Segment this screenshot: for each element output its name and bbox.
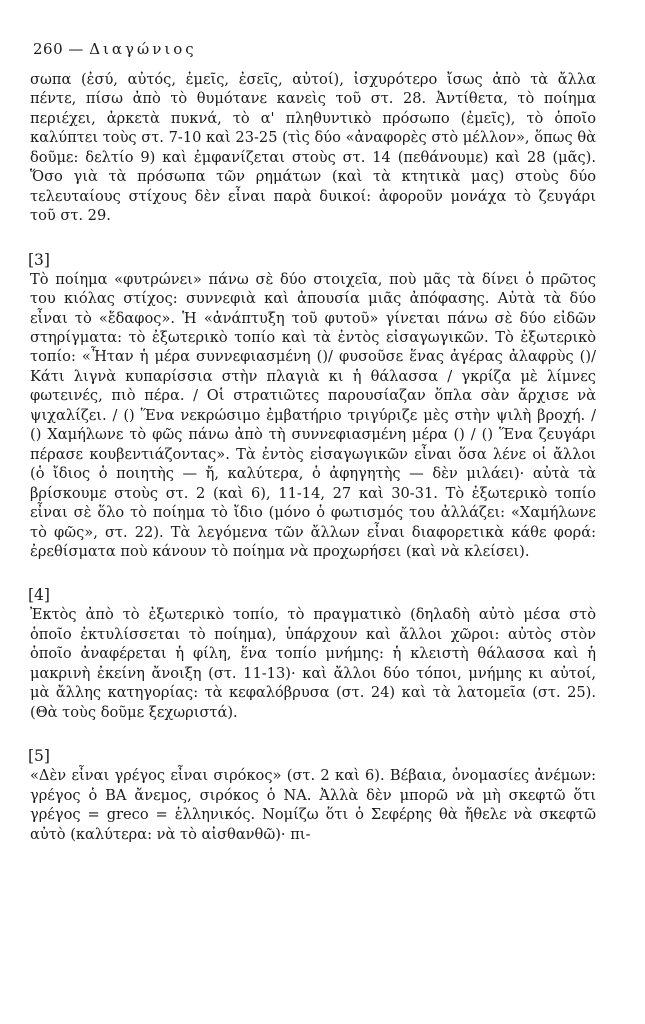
section-number: [5] <box>28 747 50 766</box>
section-text: «Δὲν εἶναι γρέγος εἶναι σιρόκος» (στ. 2 καὶ 6). Βέβαια, ὀνομασίες ἀνέμων: γρέγος ὁ ΒΑ ἄνεμος, σιρόκος ὁ ΝΑ. Ἀλλὰ δὲν μπορῶ νὰ μὴ σκεφτῶ ὅτι γρέγος = greco = ἑλληνικός. Νομίζω ὅτι ὁ Σεφέρης θὰ ἤθελε νὰ σκεφτῶ αὐτὸ (καλύτερα: νὰ τὸ αἰσθανθῶ)· πι- <box>30 767 596 843</box>
section-number: [4] <box>28 586 50 605</box>
header-separator: — <box>68 40 84 58</box>
section-5 <box>30 746 596 844</box>
running-title: Διαγώνιος <box>89 40 197 58</box>
section-3 <box>30 250 596 562</box>
intro-paragraph: σωπα (ἐσύ, αὐτός, ἐμεῖς, ἐσεῖς, αὐτοί), ἰσχυρότερο ἴσως ἀπὸ τὰ ἄλλα πέντε, πίσω ἀπὸ τὸ θυμότανε κανεὶς τοῦ στ. 28. Ἀντίθετα, τὸ ποίημα περιέχει, ἀρκετὰ πυκνά, τὸ α' πληθυντικὸ πρόσωπο (ἐμεῖς), τὸ ὁποῖο καλύπτει τοὺς στ. 7-10 καὶ 23-25 (τὶς δύο «ἀναφορὲς στὸ μέλλον», ὅπως θὰ δοῦμε: δελτίο 9) καὶ ἐμφανίζεται στοὺς στ. 14 (πεθάνουμε) καὶ 28 (μᾶς). Ὅσο γιὰ τὰ πρόσωπα τῶν ρημάτων (καὶ τὰ κτητικὰ μας) στοὺς δύο τελευταίους στίχους δὲν εἶναι παρὰ δυικοί: ἀφοροῦν μονάχα τὸ ζευγάρι τοῦ στ. 29. <box>30 71 596 225</box>
section-4 <box>30 585 596 722</box>
page-body <box>30 70 596 844</box>
running-header <box>33 40 197 58</box>
section-text: Ἐκτὸς ἀπὸ τὸ ἐξωτερικὸ τοπίο, τὸ πραγματικὸ (δηλαδὴ αὐτὸ μέσα στὸ ὁποῖο ἐκτυλίσσεται τὸ ποίημα), ὑπάρχουν καὶ ἄλλοι χῶροι: αὐτὸς στὸν ὁποῖο ἀναφέρεται ἡ φίλη, ἕνα τοπίο μνήμης: ἡ κλειστὴ θάλασσα καὶ ἡ μακρινὴ ἐκείνη ἄνοιξη (στ. 11-13)· καὶ ἄλλοι δύο τόποι, μνήμης κι αὐτοί, μὰ ἄλλης κατηγορίας: τὰ κεφαλόβρυσα (στ. 24) καὶ τὰ λατομεῖα (στ. 25). (Θὰ τοὺς δοῦμε ξεχωριστά). <box>30 606 596 721</box>
section-text: Τὸ ποίημα «φυτρώνει» πάνω σὲ δύο στοιχεῖα, ποὺ μᾶς τὰ δίνει ὁ πρῶτος του κιόλας στίχος: συννεφιὰ καὶ ἀπουσία μιᾶς ἀπόφασης. Αὐτὰ τὰ δύο εἶναι τὸ «ἔδαφος». Ἡ «ἀνάπτυξη τοῦ φυτοῦ» γίνεται πάνω σὲ δύο εἰδῶν στηρίγματα: τὸ ἐξωτερικὸ τοπίο καὶ τὰ ἐντὸς εἰσαγωγικῶν. Τὸ ἐξωτερικὸ τοπίο: «Ἦταν ἡ μέρα συννεφιασμένη ()/ φυσοῦσε ἕνας ἀγέρας ἀλαφρὺς ()/ Κάτι λιγνὰ κυπαρίσσια στὴν πλαγιὰ κι ἡ θάλασσα / γκρίζα μὲ λίμνες φωτεινές, πιὸ πέρα. / Οἱ στρατιῶτες παρουσίαζαν ὅπλα σὰν ἄρχισε νὰ ψιχαλίζει. / () Ἕνα νεκρώσιμο ἐμβατήριο τριγύριζε μὲς στὴν ψιλὴ βροχή. / () Χαμήλωνε τὸ φῶς πάνω ἀπὸ τὴ συννεφιασμένη μέρα () / () Ἕνα ζευγάρι πέρασε κουβεντιάζοντας». Τὰ ἐντὸς εἰσαγωγικῶν εἶναι ὅσα λένε οἱ ἄλλοι (ὁ ἴδιος ὁ ποιητὴς — ἤ, καλύτερα, ὁ ἀφηγητὴς — δὲν μιλάει)· αὐτὰ τὰ βρίσκουμε στοὺς στ. 2 (καὶ 6), 11-14, 27 καὶ 30-31. Τὸ ἐξωτερικὸ τοπίο εἶναι σὲ ὅλο τὸ ποίημα τὸ ἴδιο (μόνο ὁ φωτισμός του ἀλλάζει: «Χαμήλωνε τὸ φῶς», στ. 22). Τὰ λεγόμενα τῶν ἄλλων εἶναι διαφορετικὰ κάθε φορά: ἐρεθίσματα ποὺ κάνουν τὸ ποίημα νὰ προχωρήσει (καὶ νὰ κλείσει). <box>30 270 596 560</box>
section-number: [3] <box>28 250 50 269</box>
page-number: 260 <box>33 40 64 58</box>
